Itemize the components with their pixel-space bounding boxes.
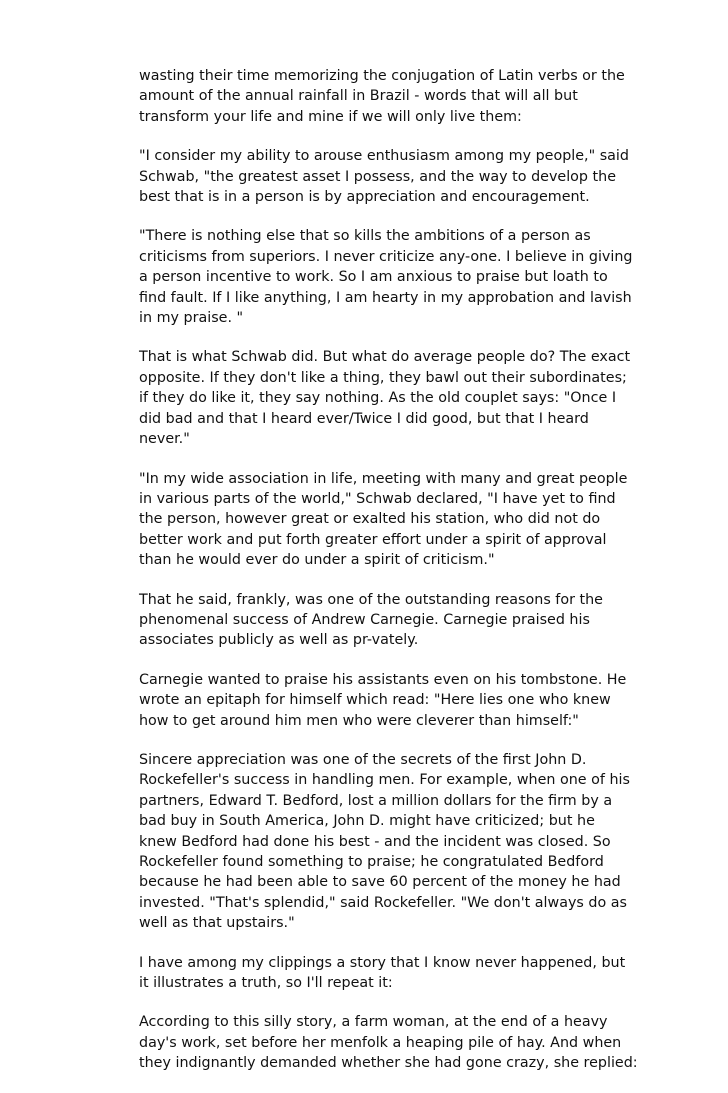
text-line: better work and put forth greater effort under a spirit of approval [139,531,607,548]
text-line: day's work, set before her menfolk a heaping pile of hay. And when [139,1034,622,1051]
text-line: partners, Edward T. Bedford, lost a million dollars for the firm by a [139,792,613,809]
text-line: amount of the annual rainfall in Brazil - words that will all but [139,88,578,105]
text-line: find fault. If I like anything, I am hearty in my approbation and lavish [139,289,632,306]
text-line: transform your life and mine if we will only live them: [139,108,522,125]
text-line: they indignantly demanded whether she had gone crazy, she replied: [139,1055,638,1072]
text-line: wrote an epitaph for himself which read: "Here lies one who knew [139,692,611,709]
text-line: in my praise. " [139,310,244,327]
text-line: That he said, frankly, was one of the outstanding reasons for the [139,591,603,608]
text-line: Schwab, "the greatest asset I possess, and the way to develop the [139,168,616,185]
text-line: never." [139,431,190,448]
text-line: opposite. If they don't like a thing, they bawl out their subordinates; [139,369,627,386]
text-line: the person, however great or exalted his station, who did not do [139,511,601,528]
text-line: best that is in a person is by appreciation and encouragement. [139,189,590,206]
text-line: I have among my clippings a story that I know never happened, but [139,954,626,971]
text-line: invested. "That's splendid," said Rockefeller. "We don't always do as [139,894,627,911]
text-line: than he would ever do under a spirit of criticism." [139,552,495,569]
text-line: "I consider my ability to arouse enthusiasm among my people," said [139,148,629,165]
text-line: if they do like it, they say nothing. As the old couplet says: "Once I [139,390,617,407]
text-line: wasting their time memorizing the conjugation of Latin verbs or the [139,68,625,84]
paragraph-8 [139,750,630,934]
text-line: Sincere appreciation was one of the secrets of the first John D. [139,751,587,768]
text-line: how to get around him men who were cleverer than himself:" [139,712,579,729]
paragraph-3 [139,226,633,328]
text-line: "In my wide association in life, meeting with many and great people [139,470,628,487]
paragraph-1 [139,66,625,127]
paragraph-5 [139,469,628,571]
document-body [139,66,638,1093]
text-line: phenomenal success of Andrew Carnegie. Carnegie praised his [139,611,590,628]
text-line: According to this silly story, a farm woman, at the end of a heavy [139,1014,608,1031]
text-line: Carnegie wanted to praise his assistants even on his tombstone. He [139,671,627,688]
paragraph-7 [139,670,627,731]
text-line: "There is nothing else that so kills the ambitions of a person as [139,228,591,245]
text-line: knew Bedford had done his best - and the incident was closed. So [139,833,611,850]
paragraph-4 [139,347,631,449]
text-line: associates publicly as well as pr-vately. [139,632,419,649]
text-line: a person incentive to work. So I am anxious to praise but loath to [139,269,608,286]
paragraph-2 [139,146,629,207]
text-line: in various parts of the world," Schwab declared, "I have yet to find [139,490,616,507]
paragraph-9 [139,953,626,994]
text-line: because he had been able to save 60 percent of the money he had [139,874,621,891]
text-line: Rockefeller's success in handling men. For example, when one of his [139,772,630,789]
text-line: bad buy in South America, John D. might have criticized; but he [139,813,595,830]
text-line: That is what Schwab did. But what do average people do? The exact [139,349,631,366]
text-line: Rockefeller found something to praise; he congratulated Bedford [139,854,604,870]
text-line: well as that upstairs." [139,915,295,932]
paragraph-6 [139,590,601,651]
text-line: did bad and that I heard ever/Twice I did good, but that I heard [139,410,589,427]
text-line: it illustrates a truth, so I'll repeat it: [139,975,393,992]
text-line: criticisms from superiors. I never criticize any-one. I believe in giving [139,248,633,265]
paragraph-10 [139,1012,638,1073]
